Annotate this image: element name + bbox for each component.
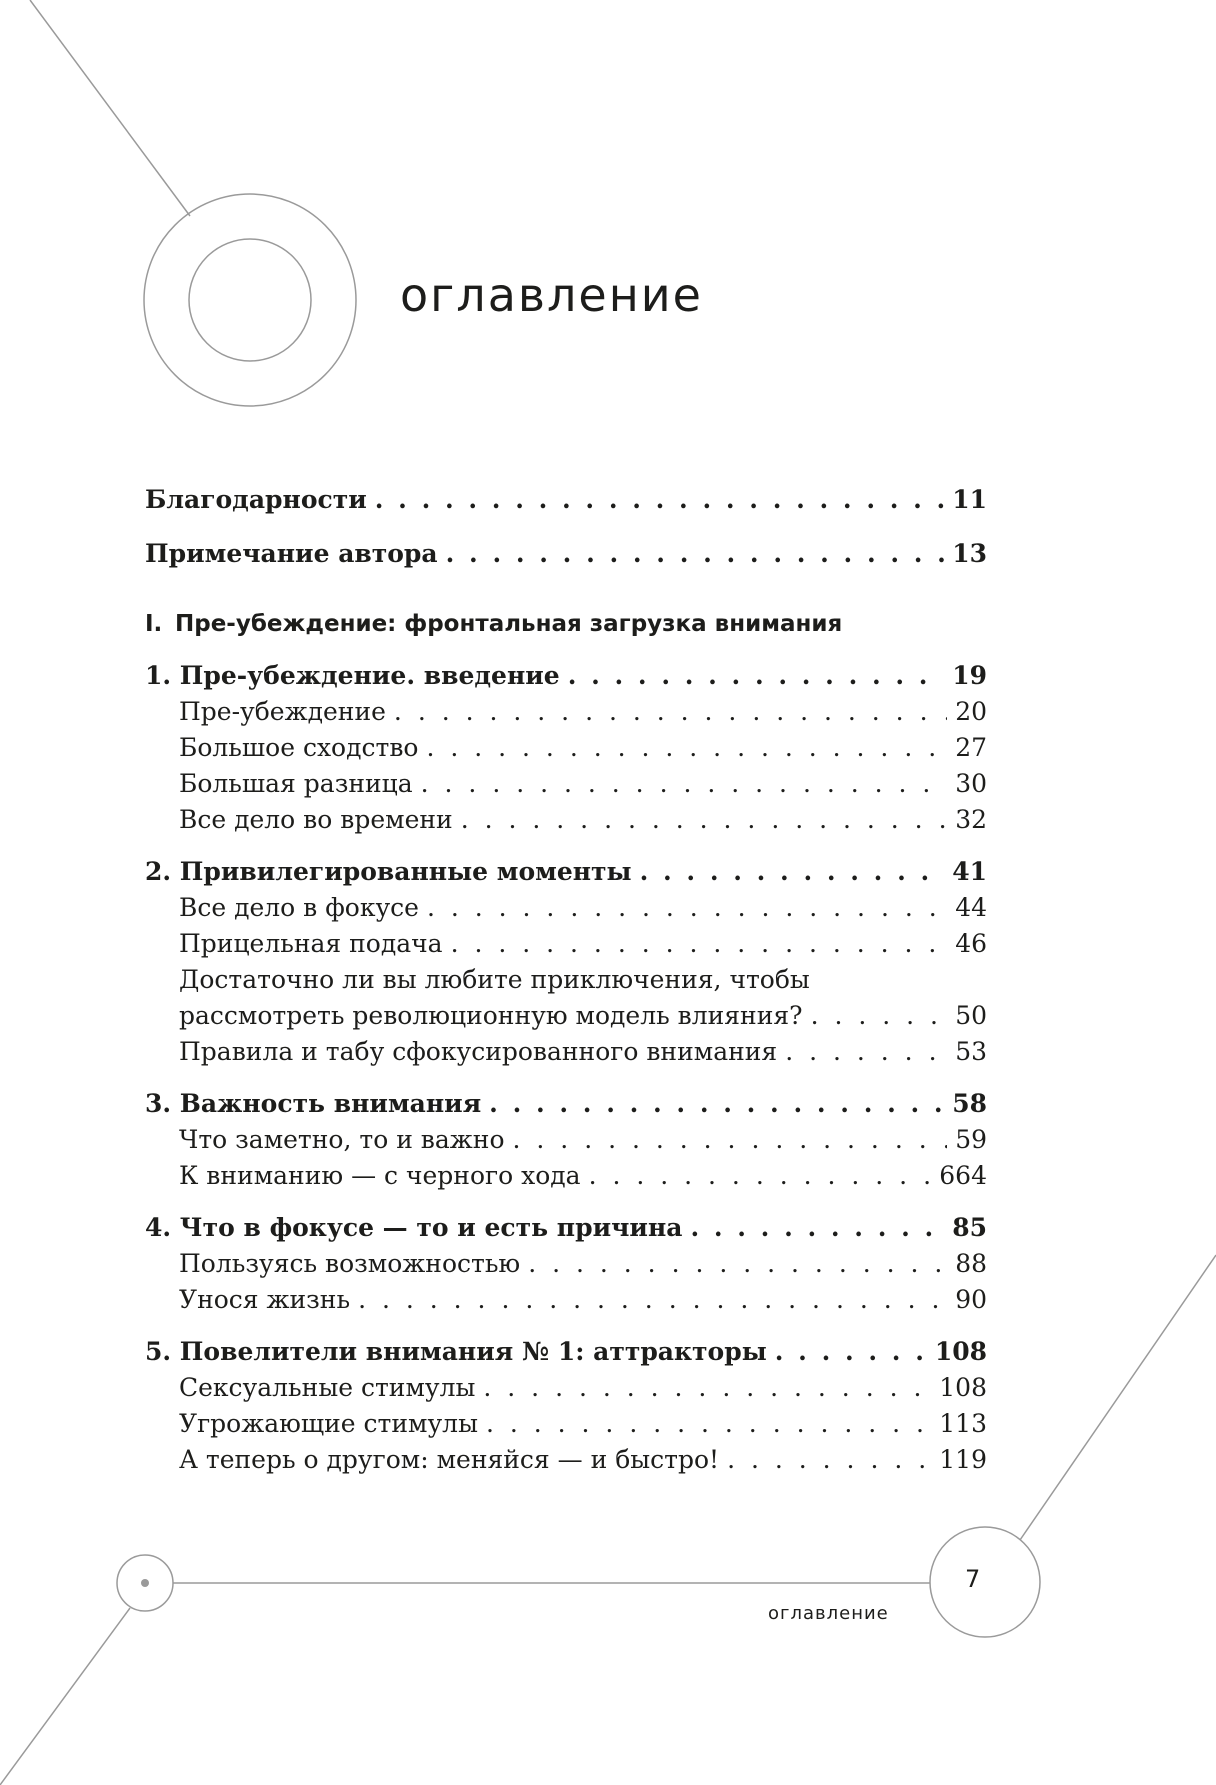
section-page: 46 [955, 929, 987, 958]
section-page: 27 [955, 733, 987, 762]
page-number-ring-icon [930, 1527, 1040, 1637]
section-page: 108 [939, 1373, 987, 1402]
toc-section[interactable] [145, 890, 987, 926]
section-title: рассмотреть революционную модель влияния? [179, 1001, 803, 1030]
toc-section[interactable] [145, 1442, 987, 1478]
chapter-page: 58 [952, 1089, 987, 1118]
dot-leader [421, 766, 948, 802]
toc-section[interactable] [145, 1158, 987, 1194]
dot-leader [451, 926, 948, 962]
chapter-page: 85 [952, 1213, 987, 1242]
section-page: 119 [939, 1445, 987, 1474]
toc-section[interactable] [145, 926, 987, 962]
dot-leader [358, 1282, 947, 1318]
running-footer: оглавление [768, 1603, 889, 1624]
section-page: 113 [939, 1409, 987, 1438]
part-heading [145, 606, 987, 642]
toc-section[interactable] [145, 1122, 987, 1158]
section-title: Сексуальные стимулы [179, 1373, 476, 1402]
dot-leader [640, 854, 945, 890]
chapter-title: 3. Важность внимания [145, 1089, 482, 1118]
toc-section[interactable] [145, 1370, 987, 1406]
section-page: 32 [955, 805, 987, 834]
dot-leader [528, 1246, 947, 1282]
dot-leader [489, 1086, 944, 1122]
section-page: 20 [955, 697, 987, 726]
section-title: Все дело в фокусе [179, 893, 419, 922]
toc-entry-page: 13 [952, 539, 987, 568]
dot-leader [486, 1406, 931, 1442]
right-diagonal-line [1020, 1255, 1216, 1540]
section-title: Что заметно, то и важно [179, 1125, 505, 1154]
toc-entry-title: Благодарности [145, 485, 367, 514]
section-title: Пользуясь возможностью [179, 1249, 521, 1278]
section-page: 664 [939, 1161, 987, 1190]
dot-leader [589, 1158, 932, 1194]
toc-section[interactable] [145, 1034, 987, 1070]
dot-leader [375, 482, 944, 518]
chapter-title: 4. Что в фокусе — то и есть причина [145, 1213, 683, 1242]
section-page: 30 [955, 769, 987, 798]
chapter-page: 41 [952, 857, 987, 886]
section-title: Пре-убеждение [179, 697, 386, 726]
section-title: Угрожающие стимулы [179, 1409, 478, 1438]
section-page: 44 [955, 893, 987, 922]
title-inner-ring-icon [189, 239, 311, 361]
chapter-page: 19 [952, 661, 987, 690]
section-page: 59 [955, 1125, 987, 1154]
toc-section[interactable] [145, 998, 987, 1034]
part-title: Пре-убеждение: фронтальная загрузка внимания [175, 611, 843, 637]
section-title: К вниманию — с черного хода [179, 1161, 581, 1190]
dot-leader [690, 1210, 944, 1246]
dot-leader [446, 536, 945, 572]
dot-leader [568, 658, 945, 694]
toc-entry-acknowledgements[interactable] [145, 482, 987, 518]
toc-chapter-1[interactable] [145, 658, 987, 694]
dot-leader [427, 890, 947, 926]
top-left-diagonal-line [30, 0, 190, 216]
section-page: 50 [955, 1001, 987, 1030]
section-title: Все дело во времени [179, 805, 453, 834]
part-number: I. [145, 611, 163, 637]
section-page: 53 [955, 1037, 987, 1066]
toc-chapter-2[interactable] [145, 854, 987, 890]
section-title: Правила и табу сфокусированного внимания [179, 1037, 778, 1066]
dot-leader [394, 694, 947, 730]
toc-section[interactable] [145, 694, 987, 730]
footer-left-dot-icon [141, 1579, 149, 1587]
title-outer-ring-icon [144, 194, 356, 406]
toc-entry-page: 11 [952, 485, 987, 514]
toc-chapter-4[interactable] [145, 1210, 987, 1246]
dot-leader [461, 802, 947, 838]
toc-section[interactable] [145, 1282, 987, 1318]
toc-entry-author-note[interactable] [145, 536, 987, 572]
page-number: 7 [965, 1565, 981, 1593]
section-page: 88 [955, 1249, 987, 1278]
toc-entry-title: Примечание автора [145, 539, 438, 568]
dot-leader [513, 1122, 948, 1158]
chapter-page: 108 [934, 1337, 987, 1366]
section-title: А теперь о другом: меняйся — и быстро! [179, 1445, 720, 1474]
dot-leader [727, 1442, 931, 1478]
section-page: 90 [955, 1285, 987, 1314]
chapter-title: 2. Привилегированные моменты [145, 857, 632, 886]
section-title: Унося жизнь [179, 1285, 351, 1314]
page-title: оглавление [400, 268, 703, 322]
bottom-left-diagonal-line [0, 1608, 130, 1785]
section-title: Большая разница [179, 769, 413, 798]
toc-section[interactable] [145, 1406, 987, 1442]
chapter-title: 5. Повелители внимания № 1: аттракторы [145, 1337, 767, 1366]
toc-section[interactable] [145, 766, 987, 802]
dot-leader [483, 1370, 931, 1406]
toc-section[interactable] [145, 1246, 987, 1282]
dot-leader [785, 1034, 947, 1070]
table-of-contents [145, 482, 987, 1478]
toc-section[interactable] [145, 730, 987, 766]
toc-section[interactable] [145, 802, 987, 838]
dot-leader [811, 998, 948, 1034]
section-title: Прицельная подача [179, 929, 443, 958]
section-title: Большое сходство [179, 733, 419, 762]
toc-chapter-5[interactable] [145, 1334, 987, 1370]
dot-leader [426, 730, 947, 766]
section-title-first-line: Достаточно ли вы любите приключения, чтобы [179, 965, 810, 994]
toc-chapter-3[interactable] [145, 1086, 987, 1122]
chapter-title: 1. Пре-убеждение. введение [145, 661, 560, 690]
dot-leader [775, 1334, 927, 1370]
